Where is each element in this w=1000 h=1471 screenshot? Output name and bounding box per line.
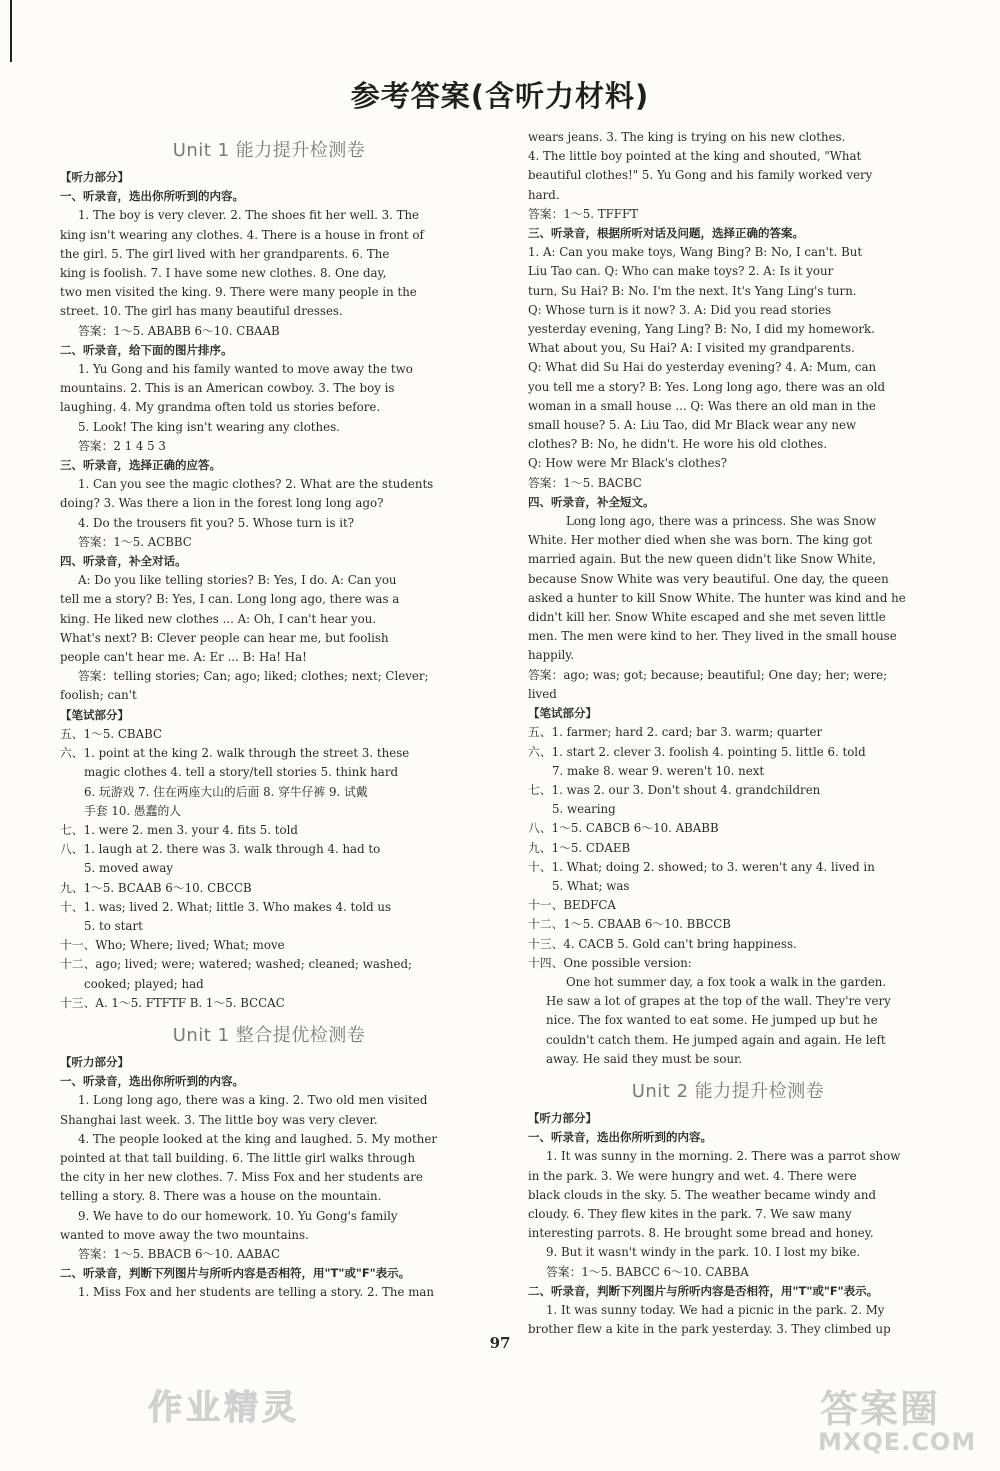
text-line: 4. Do the trousers fit you? 5. Whose turn is it? — [78, 515, 355, 530]
section-heading: 【听力部分】 — [528, 1110, 597, 1125]
text-line: 5. wearing — [552, 802, 616, 817]
text-line: 答案：ago; was; got; because; beautiful; One day; her; were; — [528, 667, 888, 682]
text-line: away. He said they must be sour. — [546, 1051, 743, 1066]
text-line: 答案：2 1 4 5 3 — [78, 438, 166, 453]
text-line: What's next? B: Clever people can hear me, but foolish — [60, 630, 389, 645]
text-line: cloudy. 6. They flew kites in the park. 7. We saw many — [528, 1206, 852, 1221]
text-line: laughing. 4. My grandma often told us stories before. — [60, 400, 381, 415]
section-heading: 四、听录音，补全对话。 — [60, 554, 187, 569]
text-line: couldn't catch them. He jumped again and again. He left — [546, 1032, 886, 1047]
text-line: 十二、1～5. CBAAB 6～10. BBCCB — [528, 917, 731, 932]
left-column — [60, 128, 478, 1303]
text-line: 5. What; was — [552, 878, 630, 893]
text-line: tell me a story? B: Yes, I can. Long long ago, there was a — [60, 592, 400, 607]
text-line: magic clothes 4. tell a story/tell stories 5. think hard — [84, 765, 399, 780]
text-line: 六、1. start 2. clever 3. foolish 4. pointing 5. little 6. told — [528, 744, 866, 759]
text-line: 九、1～5. CDAEB — [528, 840, 631, 855]
text-line: Shanghai last week. 3. The little boy was very clever. — [60, 1112, 378, 1127]
watermark-left: 作业精灵 — [148, 1388, 300, 1428]
text-line: wanted to move away the two mountains. — [60, 1227, 309, 1242]
text-line: A: Do you like telling stories? B: Yes, I do. A: Can you — [78, 573, 397, 588]
text-line: turn, Su Hai? B: No. I'm the next. It's Yang Ling's turn. — [528, 283, 857, 298]
text-line: people can't hear me. A: Er ... B: Ha! Ha! — [60, 650, 307, 665]
text-line: What about you, Su Hai? A: I visited my grandparents. — [528, 341, 855, 356]
text-line: Liu Tao can. Q: Who can make toys? 2. A: Is it your — [528, 264, 834, 279]
text-line: 答案：telling stories; Can; ago; liked; clothes; next; Clever; — [78, 669, 429, 684]
text-line: beautiful clothes!" 5. Yu Gong and his family worked very — [528, 168, 873, 183]
text-line: two men visited the king. 9. There were many people in the — [60, 285, 417, 300]
text-line: interesting parrots. 8. He brought some bread and honey. — [528, 1226, 874, 1241]
section-heading: 一、听录音，选出你所听到的内容。 — [60, 189, 244, 204]
text-line: 七、1. was 2. our 3. Don't shout 4. grandchildren — [528, 782, 821, 797]
text-line: 六、1. point at the king 2. walk through the street 3. these — [60, 746, 410, 761]
text-line: didn't kill her. Snow White escaped and she met seven little — [528, 610, 886, 625]
section-heading: 二、听录音，判断下列图片与所听内容是否相符，用"T"或"F"表示。 — [60, 1266, 411, 1281]
text-line: 5. to start — [84, 918, 143, 933]
text-line: 十一、Who; Where; lived; What; move — [60, 938, 285, 953]
text-line: men. The men were kind to her. They lived in the small house — [528, 629, 897, 644]
text-line: Long long ago, there was a princess. She was Snow — [566, 514, 877, 529]
text-line: 7. make 8. wear 9. weren't 10. next — [552, 763, 765, 778]
text-line: lived — [528, 686, 557, 701]
text-line: black clouds in the sky. 5. The weather became windy and — [528, 1187, 877, 1202]
text-line: king isn't wearing any clothes. 4. There is a house in front of — [60, 227, 424, 242]
text-line: woman in a small house ... Q: Was there an old man in the — [528, 398, 876, 413]
text-line: 4. The people looked at the king and laughed. 5. My mother — [78, 1131, 437, 1146]
section-heading: 二、听录音，给下面的图片排序。 — [60, 342, 233, 357]
text-line: nice. The fox wanted to eat some. He jumped up but he — [546, 1013, 878, 1028]
text-line: you tell me a story? B: Yes. Long long ago, there was an old — [528, 379, 886, 394]
text-line: 1. A: Can you make toys, Wang Bing? B: No, I can't. But — [528, 245, 863, 260]
text-line: 八、1～5. CABCB 6～10. ABABB — [528, 821, 719, 836]
binding-edge-line — [10, 0, 12, 62]
text-line: 手套 10. 愚蠢的人 — [84, 803, 182, 818]
text-line: 1. Yu Gong and his family wanted to move away the two — [78, 362, 413, 377]
text-line: yesterday evening, Yang Ling? B: No, I did my homework. — [528, 322, 875, 337]
text-line: in the park. 3. We were hungry and wet. 4. There were — [528, 1168, 857, 1183]
text-line: 五、1～5. CBABC — [60, 726, 163, 741]
text-line: 八、1. laugh at 2. there was 3. walk through 4. had to — [60, 842, 381, 857]
text-line: 1. Long long ago, there was a king. 2. Two old men visited — [78, 1093, 428, 1108]
text-line: king is foolish. 7. I have some new clothes. 8. One day, — [60, 266, 387, 281]
text-line: asked a hunter to kill Snow White. The hunter was kind and he — [528, 590, 906, 605]
text-line: 答案：1～5. TFFFT — [528, 206, 638, 221]
section-title: Unit 2 能力提升检测卷 — [631, 1080, 825, 1102]
text-line: king. He liked new clothes ... A: Oh, I can't hear you. — [60, 611, 377, 626]
section-title: Unit 1 整合提优检测卷 — [172, 1024, 366, 1046]
section-title: Unit 1 能力提升检测卷 — [172, 140, 366, 161]
text-line: 6. 玩游戏 7. 住在两座大山的后面 8. 穿牛仔裤 9. 试戴 — [84, 784, 368, 799]
text-line: 答案：1～5. ACBBC — [78, 534, 192, 549]
section-heading: 一、听录音，选出你所听到的内容。 — [528, 1130, 712, 1145]
section-heading: 【笔试部分】 — [528, 706, 597, 721]
section-heading: 三、听录音，选择正确的应答。 — [60, 458, 221, 473]
section-heading: 【听力部分】 — [60, 170, 129, 184]
text-line: 1. It was sunny today. We had a picnic in the park. 2. My — [546, 1302, 885, 1317]
text-line: foolish; can't — [60, 688, 137, 703]
text-line: Q: How were Mr Black's clothes? — [528, 456, 728, 471]
text-line: small house? 5. A: Liu Tao, did Mr Black wear any new — [528, 418, 857, 433]
text-line: 十三、4. CACB 5. Gold can't bring happiness. — [528, 936, 797, 951]
text-line: 1. The boy is very clever. 2. The shoes fit her well. 3. The — [78, 208, 420, 223]
section-heading: 三、听录音，根据所听对话及问题，选择正确的答案。 — [528, 226, 804, 241]
text-line: 9. We have to do our homework. 10. Yu Gong's family — [78, 1208, 398, 1223]
text-line: One hot summer day, a fox took a walk in the garden. — [566, 974, 887, 989]
section-heading: 二、听录音，判断下列图片与所听内容是否相符，用"T"或"F"表示。 — [528, 1283, 879, 1298]
text-line: brother flew a kite in the park yesterday. 3. They climbed up — [528, 1322, 891, 1337]
text-line: 答案：1～5. BACBC — [528, 475, 642, 490]
text-line: 5. Look! The king isn't wearing any clothes. — [78, 419, 340, 434]
section-heading: 四、听录音，补全短文。 — [528, 494, 655, 509]
text-line: happily. — [528, 648, 575, 663]
text-line: 1. Can you see the magic clothes? 2. What are the students — [78, 477, 434, 492]
text-line: telling a story. 8. There was a house on the mountain. — [60, 1189, 382, 1204]
text-line: 答案：1～5. BBACB 6～10. AABAC — [78, 1246, 281, 1261]
right-column — [528, 128, 928, 1339]
text-line: 五、1. farmer; hard 2. card; bar 3. warm; quarter — [528, 725, 823, 740]
section-heading: 【听力部分】 — [60, 1054, 129, 1069]
text-line: 十四、One possible version: — [528, 955, 692, 970]
page-number: 97 — [489, 1334, 511, 1352]
text-line: 1. Miss Fox and her students are telling a story. 2. The man — [78, 1285, 435, 1300]
text-line: hard. — [528, 187, 560, 202]
text-line: Q: What did Su Hai do yesterday evening? 4. A: Mum, can — [528, 360, 877, 375]
text-line: the city in her new clothes. 7. Miss Fox and her students are — [60, 1170, 423, 1185]
text-line: 十、1. What; doing 2. showed; to 3. weren't any 4. lived in — [528, 859, 875, 874]
text-line: cooked; played; had — [84, 976, 204, 991]
text-line: wears jeans. 3. The king is trying on his new clothes. — [528, 130, 846, 144]
text-line: 九、1～5. BCAAB 6～10. CBCCB — [60, 880, 252, 895]
text-line: pointed at that tall building. 6. The little girl walks through — [60, 1150, 416, 1165]
text-line: 答案：1～5. BABCC 6～10. CABBA — [546, 1264, 749, 1279]
text-line: White. Her mother died when she was born. The king got — [528, 533, 873, 548]
text-line: 七、1. were 2. men 3. your 4. fits 5. told — [60, 822, 298, 837]
text-line: 十三、A. 1～5. FTFTF B. 1～5. BCCAC — [60, 995, 285, 1010]
text-line: the girl. 5. The girl lived with her grandparents. 6. The — [60, 246, 390, 261]
text-line: Q: Whose turn is it now? 3. A: Did you read stories — [528, 302, 832, 317]
text-line: He saw a lot of grapes at the top of the wall. They're very — [546, 994, 891, 1009]
text-line: clothes? B: No, he didn't. He wore his old clothes. — [528, 437, 828, 452]
text-line: 4. The little boy pointed at the king and shouted, "What — [528, 149, 862, 164]
watermark-right: 答案圈 — [820, 1387, 941, 1431]
text-line: doing? 3. Was there a lion in the forest long long ago? — [60, 496, 384, 511]
text-line: mountains. 2. This is an American cowboy. 3. The boy is — [60, 381, 395, 396]
watermark-site: MXQE.COM — [818, 1428, 977, 1456]
text-line: 十二、ago; lived; were; watered; washed; cleaned; washed; — [60, 957, 413, 972]
text-line: 9. But it wasn't windy in the park. 10. I lost my bike. — [546, 1245, 861, 1260]
text-line: street. 10. The girl has many beautiful dresses. — [60, 304, 343, 319]
text-line: 答案：1～5. ABABB 6～10. CBAAB — [78, 323, 280, 338]
text-line: 5. moved away — [84, 861, 174, 876]
text-line: 1. It was sunny in the morning. 2. There was a parrot show — [546, 1149, 901, 1164]
page-title: 参考答案(含听力材料) — [350, 79, 650, 113]
text-line: 十一、BEDFCA — [528, 898, 616, 913]
section-heading: 一、听录音，选出你所听到的内容。 — [60, 1074, 244, 1089]
text-line: because Snow White was very beautiful. One day, the queen — [528, 571, 889, 586]
section-heading: 【笔试部分】 — [60, 707, 129, 722]
text-line: 十、1. was; lived 2. What; little 3. Who makes 4. told us — [60, 899, 392, 914]
text-line: married again. But the new queen didn't like Snow White, — [528, 552, 876, 567]
